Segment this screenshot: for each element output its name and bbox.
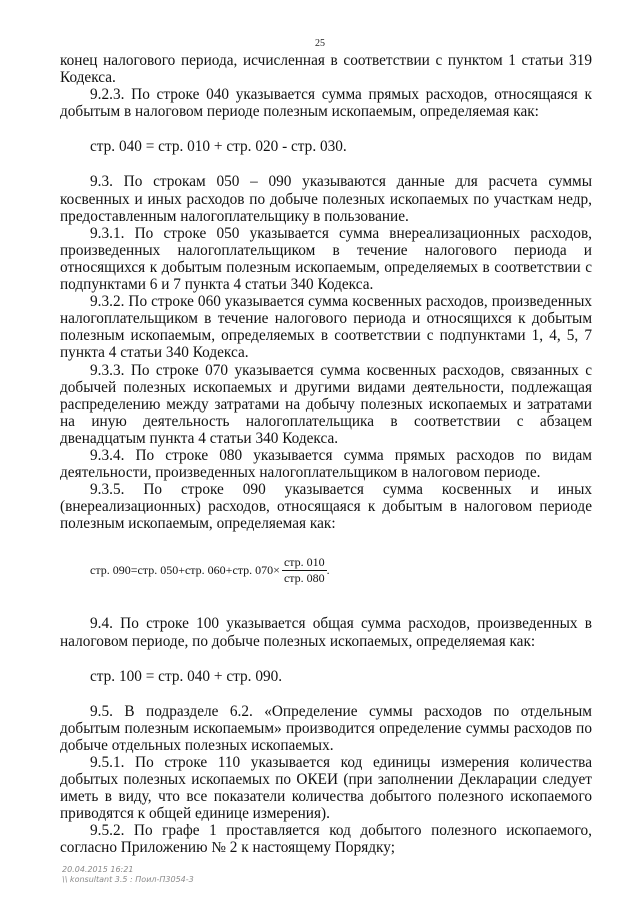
paragraph: 9.3. По строкам 050 – 090 указываются данные для расчета суммы косвенных и иных расходов по добыче полезных ископаемых по участкам недр, предоставленным налогоплательщику в пользование. [60, 173, 592, 225]
paragraph: 9.3.1. По строке 050 указывается сумма внереализационных расходов, произведенных налогоплательщиком в течение налогового периода и относящихся к добытым полезным ископаемым, определяемых в соответствии с подпунктами 6 и 7 пункта 4 статьи 340 Кодекса. [60, 224, 592, 294]
formula-line-040: стр. 040 = стр. 010 + стр. 020 - стр. 030. [90, 138, 347, 156]
paragraph: конец налогового периода, исчисленная в соответствии с пунктом 1 статьи 319 Кодекса. [60, 52, 592, 87]
document-body [60, 52, 592, 857]
formula-line-100: стр. 100 = стр. 040 + стр. 090. [90, 667, 283, 685]
paragraph: 9.3.5. По строке 090 указывается сумма косвенных и иных (внереализационных) расходов, относящаяся к добытым в налоговом периоде полезным ископаемым, определяемая как: [60, 481, 592, 533]
paragraph: 9.5.1. По строке 110 указывается код единицы измерения количества добытых полезных ископаемых по ОКЕИ (при заполнении Декларации следует иметь в виду, что все показатели количества добытого полезного ископаемого приводятся к общей единице измерения). [60, 754, 592, 823]
paragraph: 9.5. В подразделе 6.2. «Определение суммы расходов по отдельным добытым полезным ископаемым» производится определение суммы расходов по добыче отдельных полезных ископаемых. [60, 702, 592, 754]
paragraph: 9.3.2. По строке 060 указывается сумма косвенных расходов, произведенных налогоплательщиком в течение налогового периода и относящихся к добытым полезным ископаемым, определяемых в соответствии с подпунктами 1, 4, 5, 7 пункта 4 статьи 340 Кодекса. [60, 293, 592, 362]
paragraph: 9.4. По строке 100 указывается общая сумма расходов, произведенных в налоговом периоде, по добыче полезных ископаемых, определяемая как: [60, 615, 592, 650]
paragraph: 9.3.3. По строке 070 указывается сумма косвенных расходов, связанных с добычей полезных ископаемых и другими видами деятельности, подлежащая распределению между затратами на добычу полезных ископаемых и затратами на иную деятельность налогоплательщика в соответствии с абзацем двенадцатым пункта 4 статьи 340 Кодекса. [60, 361, 592, 447]
formula-tail: . [326, 563, 330, 578]
fraction-numerator: стр. 010 [283, 555, 325, 570]
footer-timestamp: 20.04.2015 16:21 [62, 865, 134, 874]
paragraph: 9.2.3. По строке 040 указывается сумма прямых расходов, относящаяся к добытым в налоговом периоде полезным ископаемым, определяемая как: [60, 86, 592, 121]
paragraph: 9.3.4. По строке 080 указывается сумма прямых расходов по видам деятельности, произведенных налогоплательщиком в налоговом периоде. [60, 446, 592, 482]
fraction-denominator: стр. 080 [283, 571, 325, 586]
page-number: 25 [315, 38, 325, 49]
document-footer [62, 865, 194, 885]
paragraph: 9.5.2. По графе 1 проставляется код добытого полезного ископаемого, согласно Приложению № 2 к настоящему Порядку; [60, 822, 592, 857]
footer-source: \\ konsultant 3.5 : Поил-П3054-3 [62, 875, 194, 884]
formula-left: стр. 090=стр. 050+стр. 060+стр. 070× [90, 563, 280, 578]
formula-line-090 [90, 556, 592, 585]
fraction [282, 556, 327, 585]
